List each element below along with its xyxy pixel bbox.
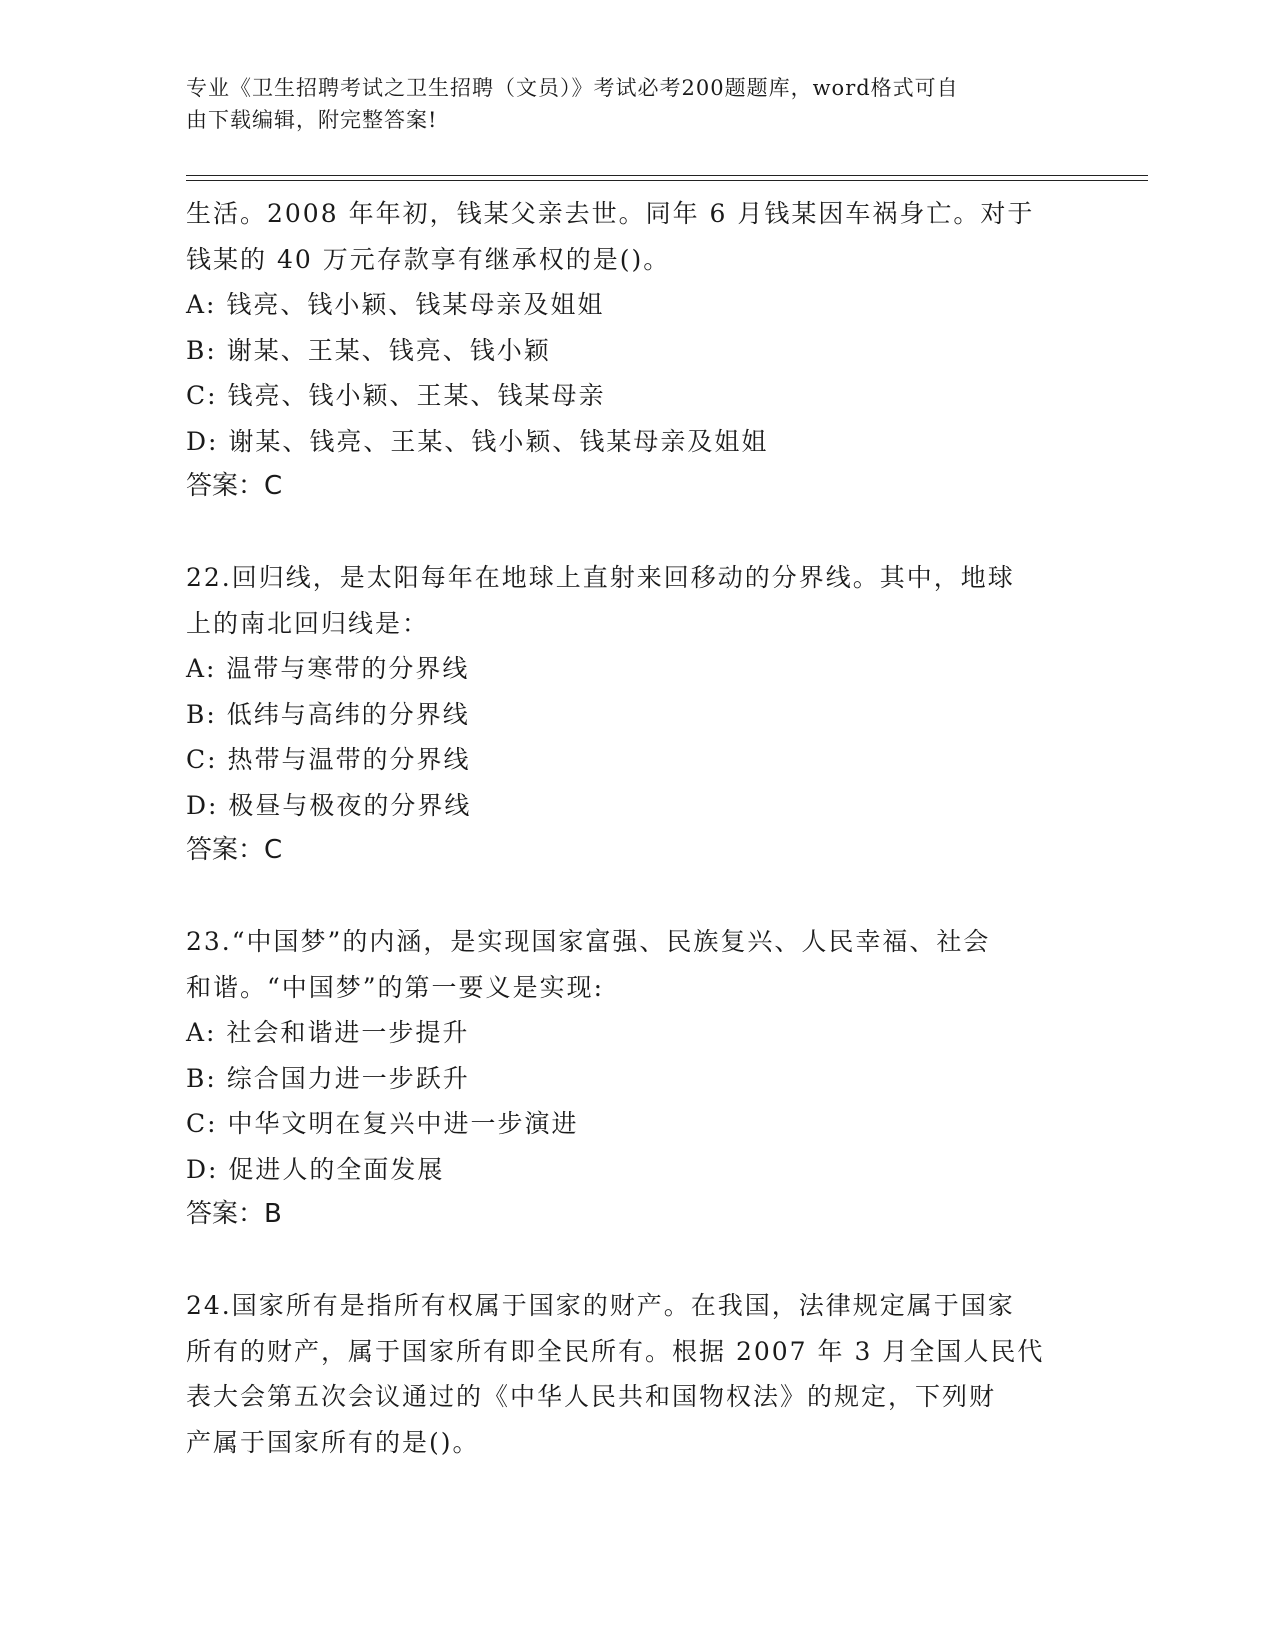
header-divider-top	[186, 175, 1148, 176]
option-d: D: 谢某、钱亮、王某、钱小颖、钱某母亲及姐姐	[186, 426, 769, 456]
option-d: D: 极昼与极夜的分界线	[186, 790, 472, 820]
option-a: A: 温带与寒带的分界线	[186, 654, 470, 683]
question-24	[186, 1283, 1086, 1465]
spacer	[186, 874, 1086, 920]
question-stem-line: 和谐。“中国梦”的第一要义是实现:	[186, 972, 604, 1002]
question-stem-line: 24.国家所有是指所有权属于国家的财产。在我国，法律规定属于国家	[186, 1291, 1015, 1320]
question-stem-line: 生活。2008 年年初，钱某父亲去世。同年 6 月钱某因车祸身亡。对于	[186, 199, 1035, 228]
question-23	[186, 919, 1086, 1238]
document-body	[186, 191, 1086, 1465]
option-b: B: 谢某、王某、钱亮、钱小颖	[186, 335, 551, 365]
spacer	[186, 1238, 1086, 1284]
option-c: C: 热带与温带的分界线	[186, 745, 471, 774]
option-c: C: 中华文明在复兴中进一步演进	[186, 1109, 579, 1138]
question-21	[186, 191, 1086, 510]
option-a: A: 钱亮、钱小颖、钱某母亲及姐姐	[186, 290, 605, 319]
document-header	[186, 72, 1066, 136]
question-22	[186, 555, 1086, 874]
header-divider-bottom	[186, 180, 1148, 181]
answer-label: 答案：C	[186, 471, 283, 501]
option-b: B: 综合国力进一步跃升	[186, 1063, 470, 1093]
question-stem-line: 上的南北回归线是：	[186, 608, 430, 638]
header-line-2: 由下载编辑，附完整答案!	[186, 108, 438, 132]
question-stem-line: 产属于国家所有的是()。	[186, 1427, 480, 1457]
spacer	[186, 510, 1086, 556]
option-a: A: 社会和谐进一步提升	[186, 1018, 470, 1047]
question-stem-line: 所有的财产，属于国家所有即全民所有。根据 2007 年 3 月全国人民代	[186, 1336, 1045, 1366]
option-b: B: 低纬与高纬的分界线	[186, 699, 470, 729]
question-stem-line: 23.“中国梦”的内涵，是实现国家富强、民族复兴、人民幸福、社会	[186, 927, 991, 956]
answer-label: 答案：B	[186, 1199, 282, 1229]
option-c: C: 钱亮、钱小颖、王某、钱某母亲	[186, 381, 606, 410]
question-stem-line: 钱某的 40 万元存款享有继承权的是()。	[186, 244, 671, 274]
question-stem-line: 22.回归线，是太阳每年在地球上直射来回移动的分界线。其中，地球	[186, 563, 1015, 592]
header-line-1: 专业《卫生招聘考试之卫生招聘（文员）》考试必考200题题库，word格式可自	[186, 76, 959, 100]
answer-label: 答案：C	[186, 835, 283, 865]
option-d: D: 促进人的全面发展	[186, 1154, 445, 1184]
question-stem-line: 表大会第五次会议通过的《中华人民共和国物权法》的规定，下列财	[186, 1382, 997, 1411]
